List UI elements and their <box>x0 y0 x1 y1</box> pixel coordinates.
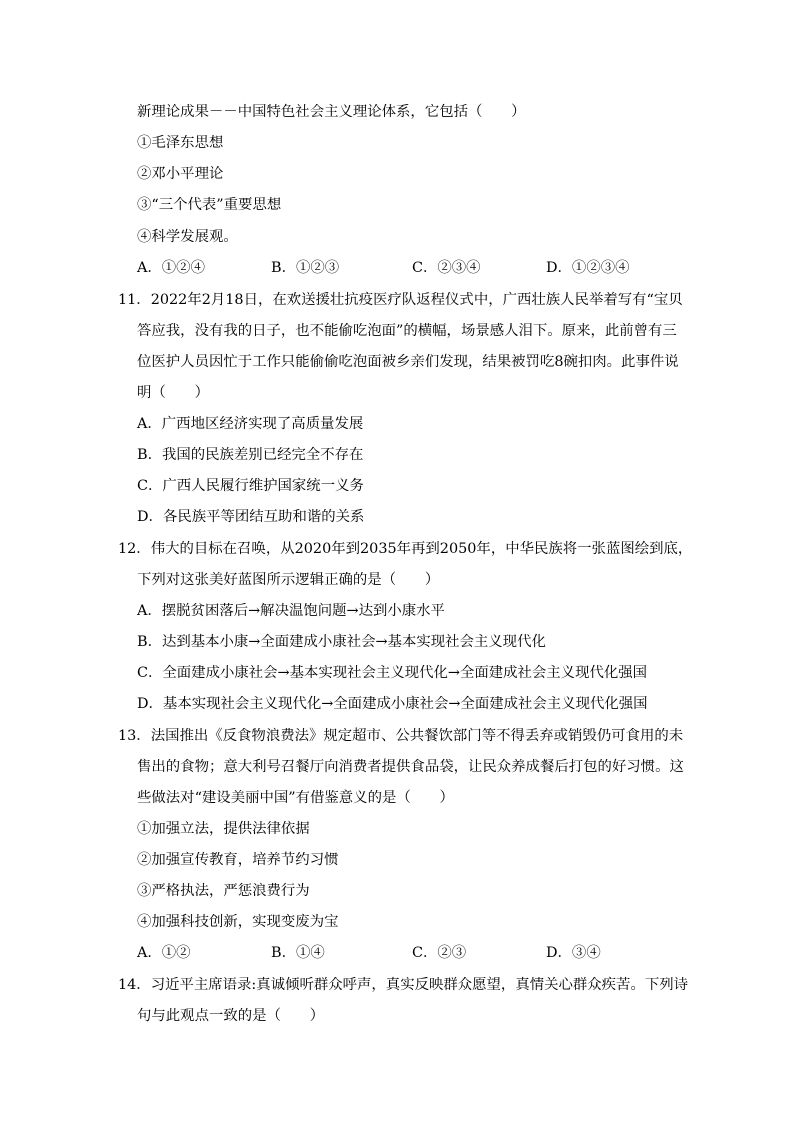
q13-item-1: ①加强立法，提供法律依据 <box>137 821 310 837</box>
q12-option-b[interactable]: B．达到基本小康→全面建成小康社会→基本实现社会主义现代化 <box>137 634 546 650</box>
q11-stem-line-4: 明（ ） <box>137 385 209 401</box>
q13-option-c[interactable]: C．②③ <box>412 945 467 961</box>
q14-stem-line-1: 14．习近平主席语录:真诚倾听群众呼声，真实反映群众愿望，真情关心群众疾苦。下列诗 <box>118 977 689 993</box>
q13-option-a[interactable]: A．①② <box>137 945 191 961</box>
q13-item-2: ②加强宣传教育，培养节约习惯 <box>137 852 339 868</box>
q13-stem-line-2: 售出的食物；意大利号召餐厅向消费者提供食品袋，让民众养成餐后打包的好习惯。这 <box>137 759 684 775</box>
q13-option-d[interactable]: D．③④ <box>546 945 601 961</box>
q10-option-a[interactable]: A．①②④ <box>137 260 205 276</box>
q13-stem-line-3: 些做法对“建设美丽中国”有借鉴意义的是（ ） <box>137 790 454 806</box>
q11-option-a[interactable]: A．广西地区经济实现了高质量发展 <box>137 416 364 432</box>
q13-option-b[interactable]: B．①④ <box>271 945 325 961</box>
q11-stem-line-3: 位医护人员因忙于工作只能偷偷吃泡面被乡亲们发现，结果被罚吃8碗扣肉。此事件说 <box>137 354 679 370</box>
q10-item-4: ④科学发展观。 <box>137 229 238 245</box>
q13-item-4: ④加强科技创新，实现变废为宝 <box>137 914 339 930</box>
q11-option-b[interactable]: B．我国的民族差别已经完全不存在 <box>137 447 364 463</box>
q12-option-a[interactable]: A．摆脱贫困落后→解决温饱问题→达到小康水平 <box>137 603 445 619</box>
q12-stem-line-2: 下列对这张美好蓝图所示逻辑正确的是（ ） <box>137 572 440 588</box>
q10-item-1: ①毛泽东思想 <box>137 135 224 151</box>
q10-option-c[interactable]: C．②③④ <box>412 260 481 276</box>
q14-stem-line-2: 句与此观点一致的是（ ） <box>137 1008 325 1024</box>
q13-item-3: ③严格执法，严惩浪费行为 <box>137 883 310 899</box>
q11-option-c[interactable]: C．广西人民履行维护国家统一义务 <box>137 478 364 494</box>
q10-option-d[interactable]: D．①②③④ <box>546 260 630 276</box>
q10-item-2: ②邓小平理论 <box>137 166 224 182</box>
q10-stem: 新理论成果－－中国特色社会主义理论体系，它包括（ ） <box>137 104 526 120</box>
q12-option-d[interactable]: D．基本实现社会主义现代化→全面建成小康社会→全面建成社会主义现代化强国 <box>137 696 648 712</box>
q12-option-c[interactable]: C．全面建成小康社会→基本实现社会主义现代化→全面建成社会主义现代化强国 <box>137 665 648 681</box>
q11-option-d[interactable]: D．各民族平等团结互助和谐的关系 <box>137 509 365 525</box>
q10-item-3: ③“三个代表”重要思想 <box>137 197 282 213</box>
q13-stem-line-1: 13．法国推出《反食物浪费法》规定超市、公共餐饮部门等不得丢弃或销毁仍可食用的未 <box>118 728 684 744</box>
q11-stem-line-1: 11．2022年2月18日，在欢送援壮抗疫医疗队返程仪式中，广西壮族人民举着写有“宝贝 <box>118 292 683 308</box>
q11-stem-line-2: 答应我，没有我的日子，也不能偷吃泡面”的横幅，场景感人泪下。原来，此前曾有三 <box>137 323 677 339</box>
q10-option-b[interactable]: B．①②③ <box>271 260 340 276</box>
q12-stem-line-1: 12．伟大的目标在召唤，从2020年到2035年再到2050年，中华民族将一张蓝图绘到底， <box>118 541 693 557</box>
